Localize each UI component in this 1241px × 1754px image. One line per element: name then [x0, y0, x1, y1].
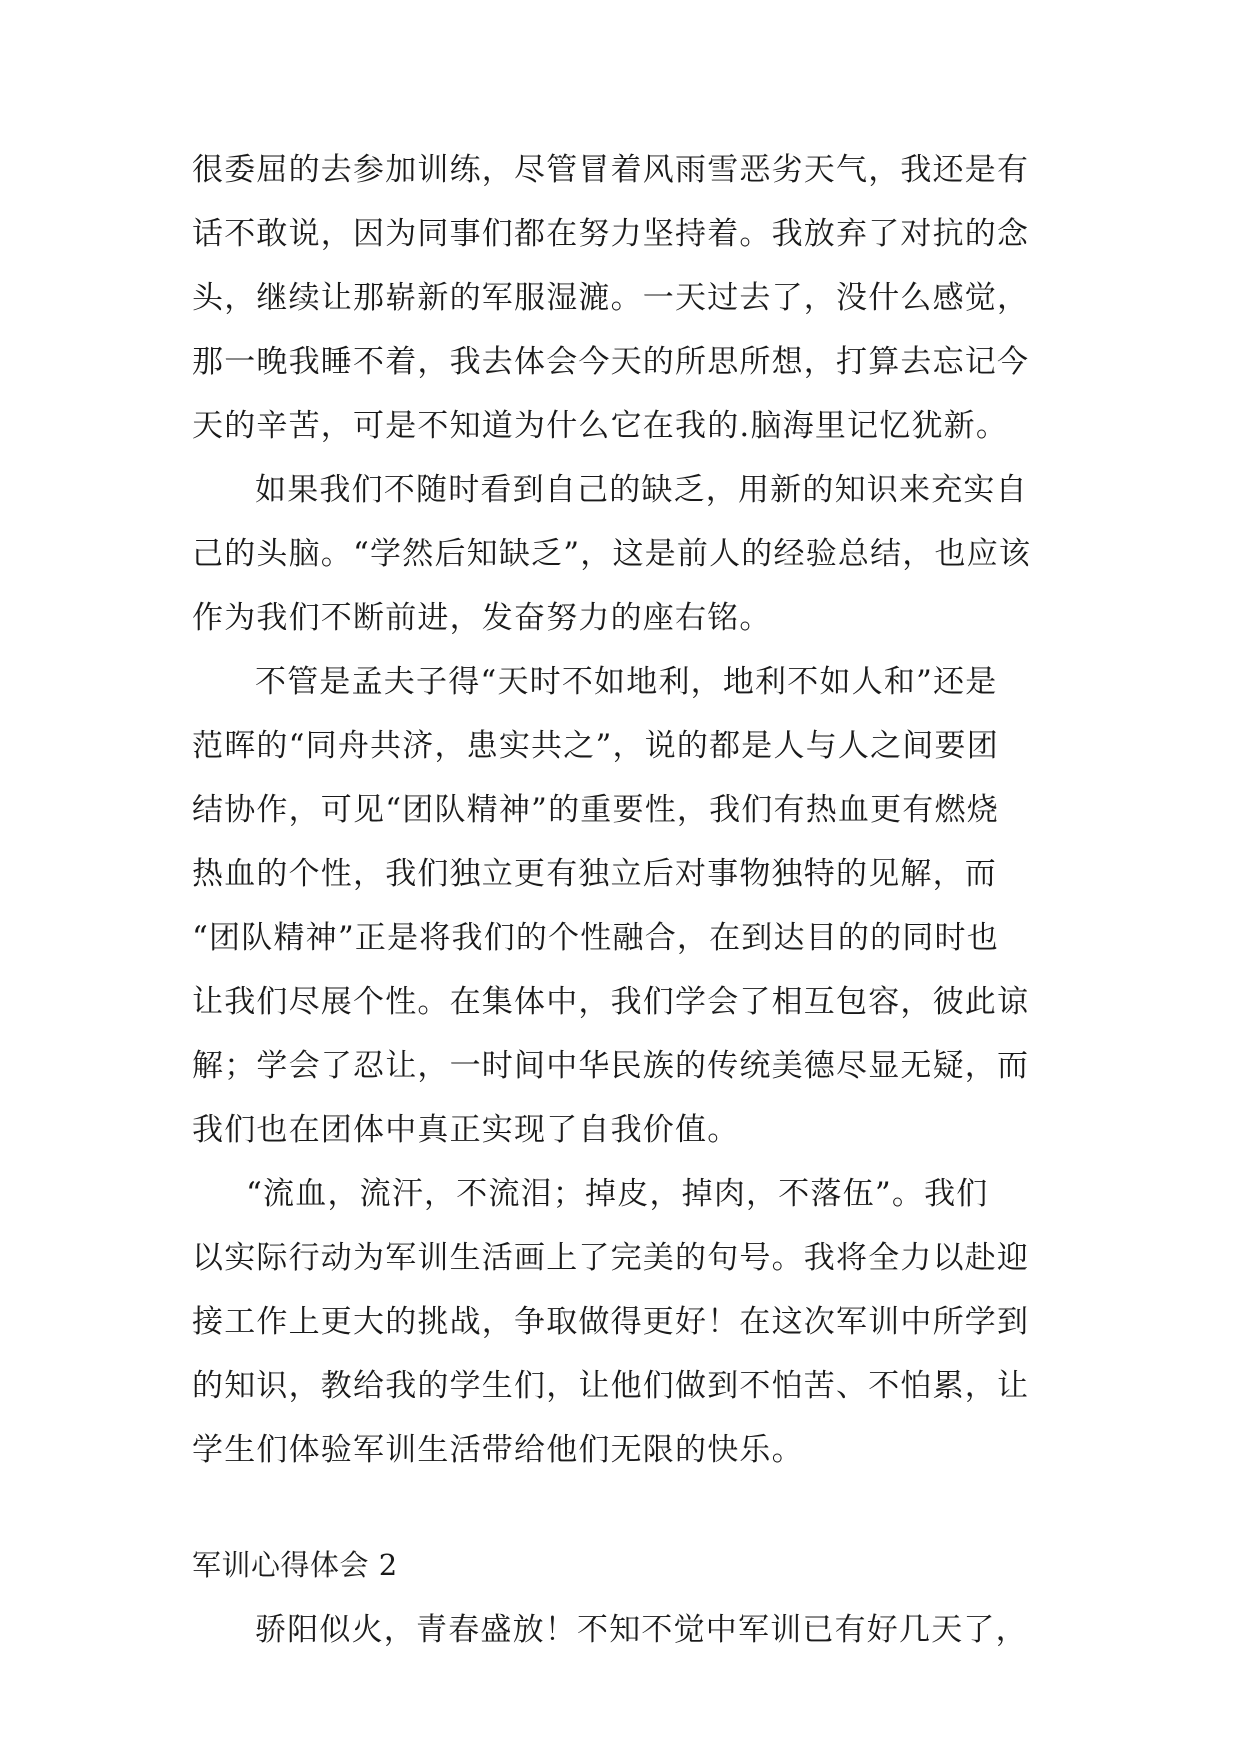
text-line: 结协作，可见“团队精神”的重要性，我们有热血更有燃烧	[192, 792, 999, 828]
text-line: 作为我们不断前进，发奋努力的座右铭。	[192, 600, 772, 636]
text-line: 的知识，教给我的学生们，让他们做到不怕苦、不怕累，让	[192, 1368, 1030, 1404]
text-line: 范晖的“同舟共济，患实共之”，说的都是人与人之间要团	[192, 728, 999, 764]
text-line: 很委屈的去参加训练，尽管冒着风雨雪恶劣天气，我还是有	[192, 152, 1030, 188]
text-line: 热血的个性，我们独立更有独立后对事物独特的见解，而	[192, 856, 997, 892]
text-line: 头，继续让那崭新的军服湿漉。一天过去了，没什么感觉，	[192, 280, 1030, 316]
text-line: 我们也在团体中真正实现了自我价值。	[192, 1112, 740, 1148]
text-line: 骄阳似火，青春盛放！不知不觉中军训已有好几天了，	[255, 1612, 1028, 1648]
text-line: 解；学会了忍让，一时间中华民族的传统美德尽显无疑，而	[192, 1048, 1030, 1084]
section-heading: 军训心得体会 2	[192, 1548, 398, 1582]
text-line: 话不敢说，因为同事们都在努力坚持着。我放弃了对抗的念	[192, 216, 1030, 252]
text-line: 不管是孟夫子得“天时不如地利，地利不如人和”还是	[255, 664, 998, 700]
text-line: “团队精神”正是将我们的个性融合，在到达目的的同时也	[192, 920, 999, 956]
text-line: “流血，流汗，不流泪；掉皮，掉肉，不落伍”。我们	[246, 1176, 989, 1212]
text-line: 那一晚我睡不着，我去体会今天的所思所想，打算去忘记今	[192, 344, 1030, 380]
text-line: 学生们体验军训生活带给他们无限的快乐。	[192, 1432, 804, 1468]
text-line: 己的头脑。“学然后知缺乏”，这是前人的经验总结，也应该	[192, 536, 1032, 572]
text-line: 以实际行动为军训生活画上了完美的句号。我将全力以赴迎	[192, 1240, 1030, 1276]
text-line: 如果我们不随时看到自己的缺乏，用新的知识来充实自	[255, 472, 1028, 508]
text-line: 天的辛苦，可是不知道为什么它在我的.脑海里记忆犹新。	[192, 408, 1009, 444]
text-line: 接工作上更大的挑战，争取做得更好！在这次军训中所学到	[192, 1304, 1030, 1340]
text-line: 让我们尽展个性。在集体中，我们学会了相互包容，彼此谅	[192, 984, 1030, 1020]
